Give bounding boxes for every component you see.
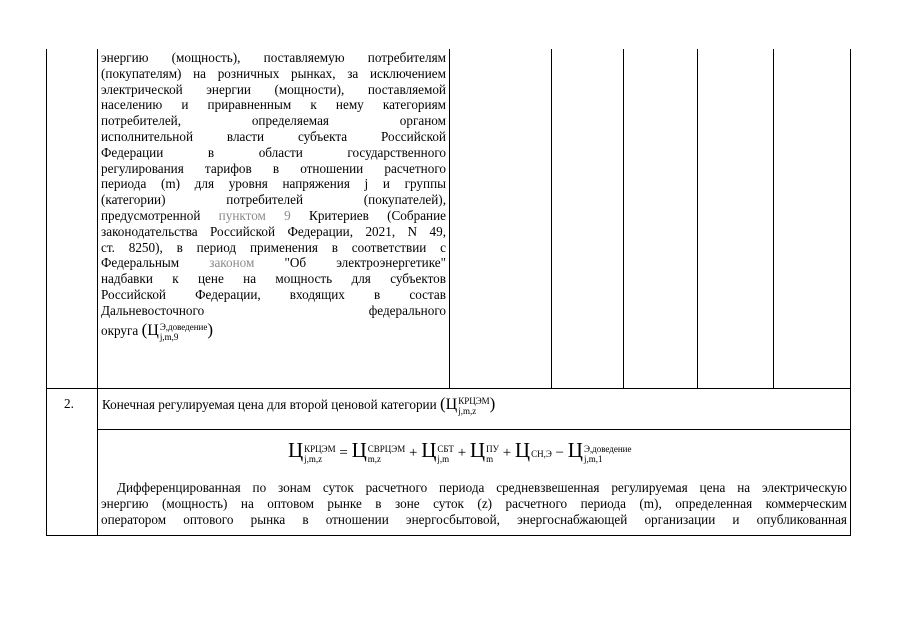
row2-title: Конечная регулируемая цена для второй ценовой категории (Ц КРЦЭМ j,m,z ): [102, 394, 496, 416]
text-line: Дифференцированная по зонам суток расчетного периода средневзвешенная регулируемая цена на электрическую: [117, 480, 847, 495]
col-divider-number: [97, 49, 98, 536]
text-line: энергию (мощность), поставляемую потребителям: [101, 50, 446, 65]
col-divider-1: [449, 49, 450, 388]
text-line: регулирования тарифов в отношении расчетного: [101, 160, 446, 176]
price-formula: Ц КРЦЭМ j,m,z = Ц СВРЦЭМ m,z + Ц СБТ j,m + Ц ПУ m + Ц СН,Э − Ц Э,доведение j,m,1: [288, 438, 632, 464]
text-line: периода (m) для уровня напряжения j и группы: [101, 176, 446, 192]
text-line: потребителей, определяемая органом: [101, 113, 446, 129]
col-divider-3: [623, 49, 624, 388]
text-line: Российской Федерации, входящих в состав: [101, 286, 446, 302]
row-divider-2: [97, 429, 851, 430]
text-line: законодательства Российской Федерации, 2021, N 49,: [101, 223, 446, 239]
row-divider-1: [46, 388, 851, 389]
text-line: энергию (мощность) на оптовом рынке в зоне суток (z) расчетного периода (m), определенная коммерческим: [101, 495, 847, 511]
text-line: (покупателям) на розничных рынках, за исключением: [101, 65, 446, 81]
text-line: исполнительной власти субъекта Российской: [101, 128, 446, 144]
text-line: Федеральным законом "Об электроэнергетике": [101, 255, 447, 271]
row2-description: [101, 480, 847, 527]
zakon-link[interactable]: законом: [209, 255, 255, 271]
text-line: ст. 8250), в период применения в соответствии с: [101, 239, 446, 255]
punkt-link[interactable]: пунктом 9: [218, 207, 291, 223]
table-border-bottom: [46, 535, 851, 536]
symbol: (Ц Э,доведение j,m,9 ): [141, 319, 214, 342]
table-border-left: [46, 49, 47, 536]
col-divider-2: [551, 49, 552, 388]
col-divider-4: [697, 49, 698, 388]
text-line: населению и приравненным к нему категориям: [101, 97, 446, 113]
text-line: предусмотренной пунктом 9 Критериев (Собрание: [101, 207, 447, 223]
title-symbol: (Ц КРЦЭМ j,m,z ): [439, 394, 496, 416]
text-line: электрической энергии (мощности), поставляемой: [101, 81, 446, 97]
row1-description: [101, 50, 446, 342]
text-line: округа (Ц Э,доведение j,m,9 ): [101, 319, 214, 342]
text-line: оператором оптового рынка в отношении энергосбытовой, энергоснабжающей организации и опубликованная: [101, 511, 847, 527]
text-line: Федерации в области государственного: [101, 144, 446, 160]
text-line: Дальневосточного федерального: [101, 302, 446, 318]
col-divider-5: [773, 49, 774, 388]
row2-number: 2.: [64, 396, 74, 411]
table-border-right: [850, 49, 851, 536]
text-line: (категории) потребителей (покупателей),: [101, 192, 446, 208]
text-line: надбавки к цене на мощность для субъектов: [101, 271, 446, 287]
